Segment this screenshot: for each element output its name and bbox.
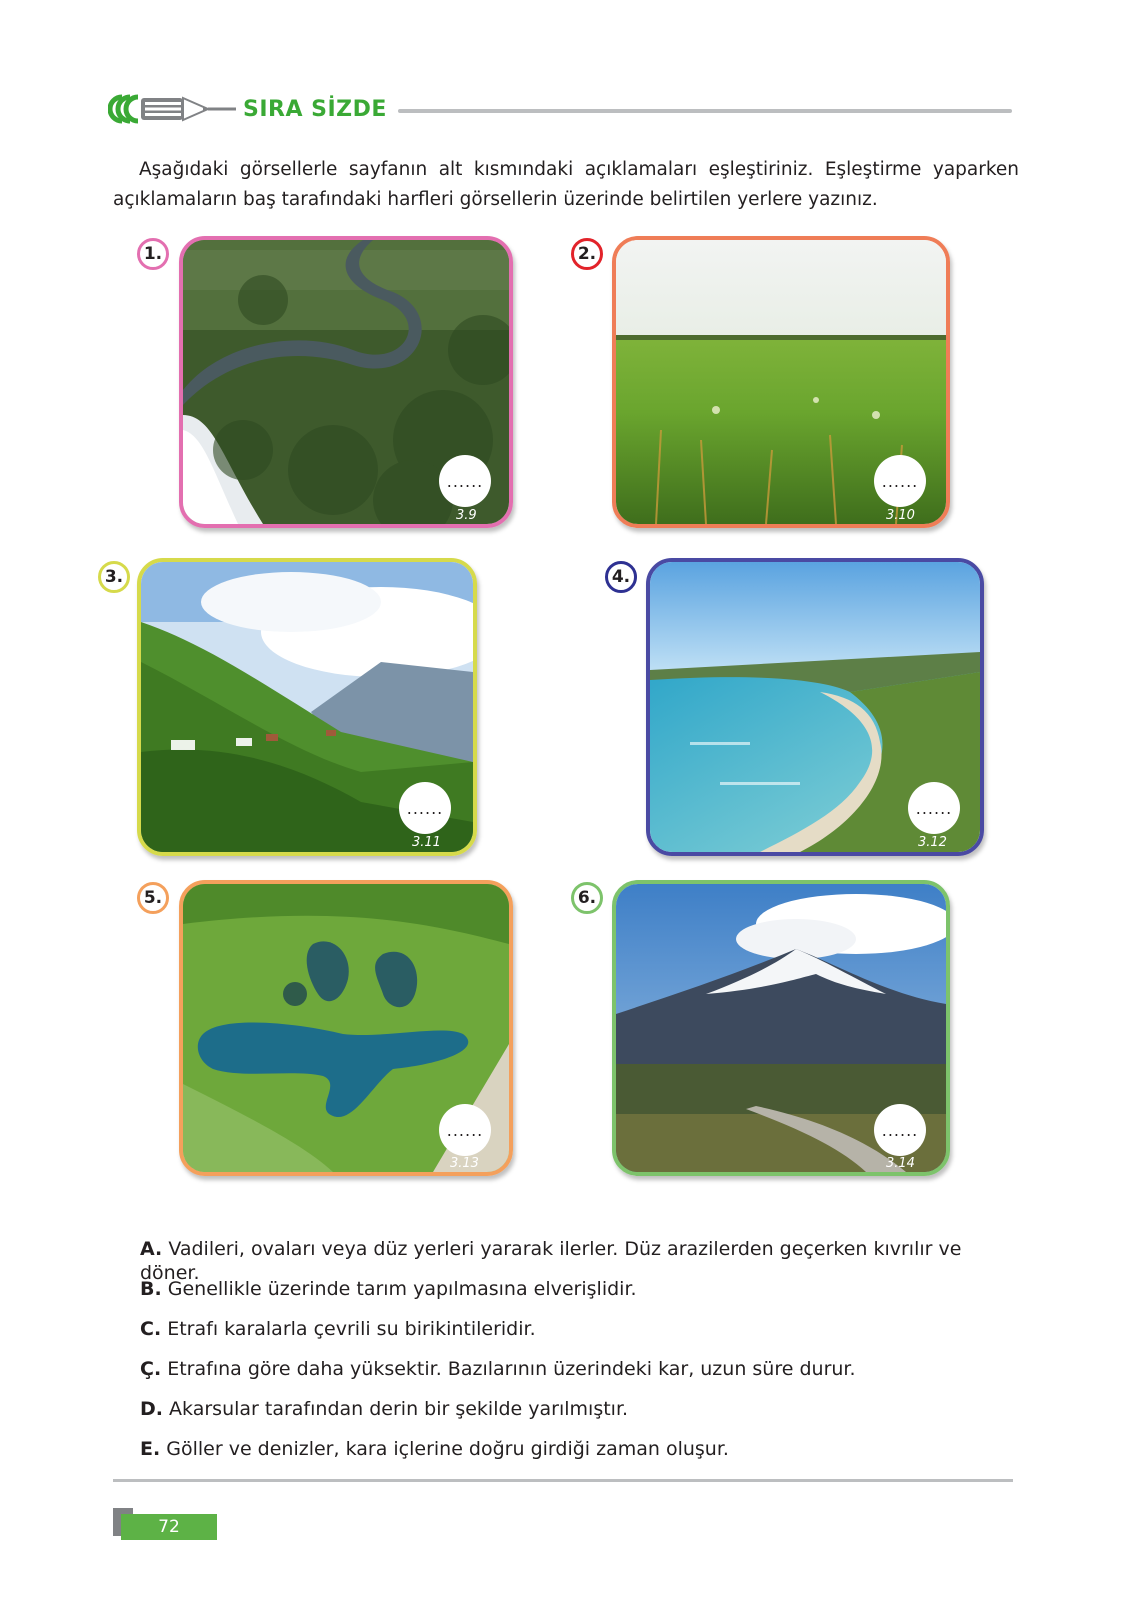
image-card-4 <box>646 558 984 856</box>
answer-blank-5[interactable]: ...... <box>439 1104 491 1156</box>
statement-letter: E. <box>140 1438 161 1460</box>
statement-e <box>140 1437 1020 1477</box>
figure-label-4: 3.12 <box>918 835 947 850</box>
statement-letter: Ç. <box>140 1358 162 1380</box>
section-title: SIRA SİZDE <box>243 97 387 122</box>
statement-b <box>140 1277 1020 1317</box>
image-card-2 <box>612 236 950 528</box>
number-badge-1: 1. <box>137 238 169 270</box>
figure-label-1: 3.9 <box>456 508 477 523</box>
statement-letter: C. <box>140 1318 162 1340</box>
instructions-text <box>113 155 1019 215</box>
figure-label-5: 3.13 <box>450 1156 479 1171</box>
image-card-6 <box>612 880 950 1176</box>
answer-blank-2[interactable]: ...... <box>874 455 926 507</box>
number-badge-6: 6. <box>571 882 603 914</box>
statement-d <box>140 1397 1020 1437</box>
figure-label-6: 3.14 <box>886 1156 915 1171</box>
instructions-paragraph: Aşağıdaki görsellerle sayfanın alt kısmındaki açıklamaları eşleştiriniz. Eşleştirme yaparken açıklamaların baş tarafındaki harfleri görsellerin üzerinde belirtilen yerlere yazınız. <box>113 159 1019 210</box>
answer-blank-1[interactable]: ...... <box>439 455 491 507</box>
statement-c-cedilla <box>140 1357 1020 1397</box>
figure-label-3: 3.11 <box>412 835 441 850</box>
statement-text: Etrafı karalarla çevrili su birikintileridir. <box>167 1318 536 1340</box>
page-number: 72 <box>121 1514 217 1540</box>
image-card-5 <box>179 880 513 1176</box>
answer-blank-3[interactable]: ...... <box>399 782 451 834</box>
answer-blank-6[interactable]: ...... <box>874 1104 926 1156</box>
number-badge-3: 3. <box>98 561 130 593</box>
statement-text: Vadileri, ovaları veya düz yerleri yararak ilerler. Düz arazilerden geçerken kıvrılır ve döner. <box>140 1238 962 1284</box>
image-card-3 <box>137 558 477 856</box>
statement-c <box>140 1317 1020 1357</box>
number-badge-5: 5. <box>137 882 169 914</box>
answer-blank-4[interactable]: ...... <box>908 782 960 834</box>
statement-text: Göller ve denizler, kara içlerine doğru girdiği zaman oluşur. <box>166 1438 729 1460</box>
statements-list <box>140 1237 1020 1477</box>
statement-a <box>140 1237 1020 1284</box>
footer-rule <box>113 1479 1013 1482</box>
statement-text: Akarsular tarafından derin bir şekilde yarılmıştır. <box>169 1398 629 1420</box>
statement-letter: A. <box>140 1238 163 1260</box>
image-card-1 <box>179 236 513 528</box>
statement-text: Genellikle üzerinde tarım yapılmasına elverişlidir. <box>167 1278 637 1300</box>
number-badge-4: 4. <box>605 561 637 593</box>
figure-label-2: 3.10 <box>886 508 915 523</box>
statement-letter: D. <box>140 1398 163 1420</box>
number-badge-2: 2. <box>571 238 603 270</box>
pencil-icon <box>108 94 238 124</box>
statement-letter: B. <box>140 1278 162 1300</box>
header-rule <box>398 109 1012 113</box>
statement-text: Etrafına göre daha yüksektir. Bazılarının üzerindeki kar, uzun süre durur. <box>167 1358 856 1380</box>
